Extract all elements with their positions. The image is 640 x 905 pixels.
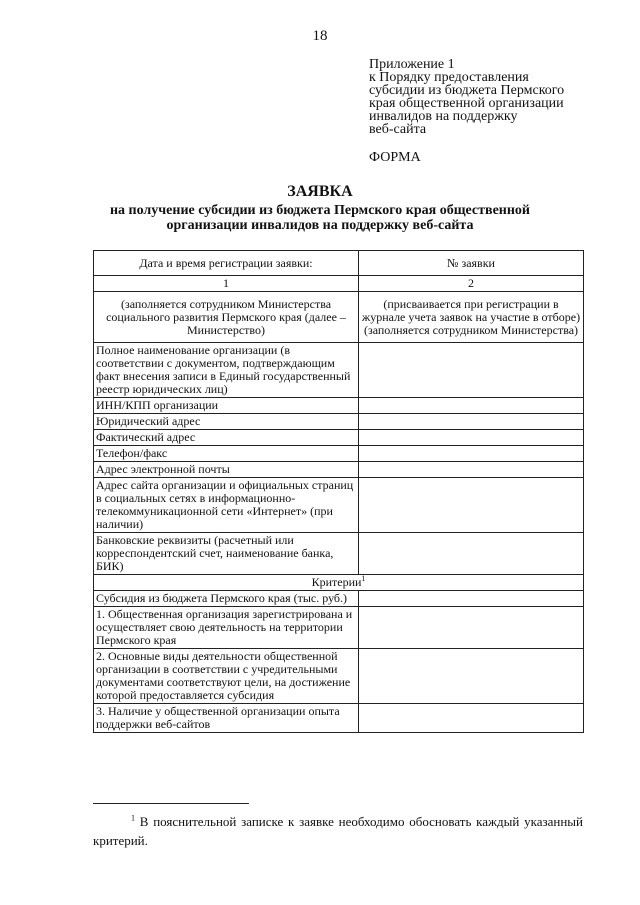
row-label-phone-fax: Телефон/факс [94, 446, 359, 462]
table-row [94, 649, 584, 704]
column-index-2: 2 [359, 276, 584, 292]
row-label-full-name: Полное наименование организации (в соответствии с документом, подтверждающим факт внесения записи в Единый государственный реестр юридических лиц) [94, 343, 359, 398]
criteria-value-experience[interactable] [359, 704, 584, 733]
row-value-email[interactable] [359, 462, 584, 478]
appendix-line: субсидии из бюджета Пермского [369, 83, 565, 98]
row-label-inn-kpp: ИНН/КПП организации [94, 398, 359, 414]
criteria-value-activities[interactable] [359, 649, 584, 704]
row-label-website: Адрес сайта организации и официальных страниц в социальных сетях в информационно-телекоммуникационной сети «Интернет» (при наличии) [94, 478, 359, 533]
row-value-inn-kpp[interactable] [359, 398, 584, 414]
table-row [94, 704, 584, 733]
description-number: (присваивается при регистрации в журнале учета заявок на участие в отборе) (заполняется сотрудником Министерства) [359, 292, 584, 343]
appendix-line: инвалидов на поддержку [369, 109, 518, 124]
row-label-actual-address: Фактический адрес [94, 430, 359, 446]
footnote-text: В пояснительной записке к заявке необходимо обосновать каждый указанный критерий. [93, 814, 583, 848]
criteria-label-registered: 1. Общественная организация зарегистрирована и осуществляет свою деятельность на территории Пермского края [94, 607, 359, 649]
appendix-line: веб-сайта [369, 122, 427, 137]
row-value-full-name[interactable] [359, 343, 584, 398]
row-value-bank-details[interactable] [359, 533, 584, 575]
criteria-label-activities: 2. Основные виды деятельности общественной организации в соответствии с учредительными документами соответствуют цели, на достижение которой предоставляется субсидия [94, 649, 359, 704]
header-cell-registration-date: Дата и время регистрации заявки: [94, 251, 359, 276]
row-value-website[interactable] [359, 478, 584, 533]
description-registration: (заполняется сотрудником Министерства социального развития Пермского края (далее – Министерство) [94, 292, 359, 343]
appendix-block [369, 58, 609, 136]
application-form-table [93, 250, 584, 733]
table-row [94, 414, 584, 430]
row-label-bank-details: Банковские реквизиты (расчетный или корреспондентский счет, наименование банка, БИК) [94, 533, 359, 575]
footnote [93, 812, 583, 850]
page-number: 18 [312, 28, 328, 44]
table-row [94, 478, 584, 533]
column-index-row [94, 276, 584, 292]
table-row [94, 343, 584, 398]
description-row [94, 292, 584, 343]
criteria-value-subsidy[interactable] [359, 591, 584, 607]
column-index-1: 1 [94, 276, 359, 292]
appendix-line: Приложение 1 [369, 57, 455, 72]
row-value-actual-address[interactable] [359, 430, 584, 446]
row-value-legal-address[interactable] [359, 414, 584, 430]
criteria-value-registered[interactable] [359, 607, 584, 649]
table-row [94, 446, 584, 462]
header-row [94, 251, 584, 276]
appendix-line: к Порядку предоставления [369, 70, 529, 85]
criteria-heading-row [94, 575, 584, 591]
criteria-label-experience: 3. Наличие у общественной организации опыта поддержки веб-сайтов [94, 704, 359, 733]
footnote-mark: 1 [131, 813, 135, 823]
row-value-phone-fax[interactable] [359, 446, 584, 462]
table-row [94, 430, 584, 446]
table-row [94, 591, 584, 607]
document-subtitle: на получение субсидии из бюджета Пермского края общественной организации инвалидов на поддержку веб-сайта [109, 203, 530, 233]
criteria-heading [94, 575, 584, 591]
table-row [94, 533, 584, 575]
appendix-line: края общественной организации [369, 96, 564, 111]
table-row [94, 398, 584, 414]
criteria-label: Критерии [311, 575, 362, 589]
table-row [94, 462, 584, 478]
document-title: ЗАЯВКА [287, 183, 353, 200]
row-label-email: Адрес электронной почты [94, 462, 359, 478]
row-label-legal-address: Юридический адрес [94, 414, 359, 430]
table-row [94, 607, 584, 649]
footnote-divider [93, 803, 249, 804]
header-cell-application-number: № заявки [359, 251, 584, 276]
criteria-footnote-mark: 1 [361, 574, 366, 583]
form-label: ФОРМА [369, 150, 421, 165]
criteria-label-subsidy: Субсидия из бюджета Пермского края (тыс. руб.) [94, 591, 359, 607]
